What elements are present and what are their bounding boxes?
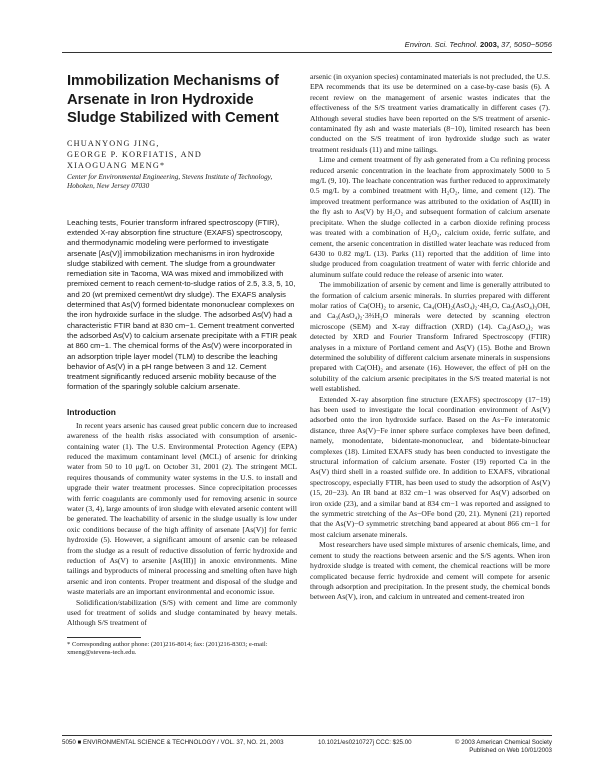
journal-name: Environ. Sci. Technol. [404, 40, 478, 49]
footer-journal-info: 5050 ■ ENVIRONMENTAL SCIENCE & TECHNOLOGY / VOL. 37, NO. 21, 2003 [62, 739, 284, 746]
footer-published-line: Published on Web 10/01/2003 [469, 747, 552, 754]
article-title: Immobilization Mechanisms of Arsenate in Iron Hydroxide Sludge Stabilized with Cement [67, 73, 279, 126]
intro-paragraph-2: Solidification/stabilization (S/S) with cement and lime are commonly used for treatment of solids and sludge contaminated by heavy metals. Although S/S treatment of [67, 597, 297, 628]
footer-copyright-line: © 2003 American Chemical Society [454, 739, 552, 746]
footer-doi: 10.1021/es0210727j CCC: $25.00 [318, 739, 412, 746]
right-paragraph-5: Most researchers have used simple mixtures of arsenic chemicals, lime, and cement to study the reactions between arsenic and the S/S agents. When iron hydroxide sludge is treated with cement, the chemical reactions will be more complicated because ferric hydroxide and cement will compete for arsenic through adsorption and precipitation. In the present study, the chemical bonds between As(V), iron, and calcium in untreated and cement-treated iron [310, 540, 550, 602]
corresponding-author-footnote: * Corresponding author phone: (201)216-8014; fax: (201)216-8303; e-mail: xmeng@stevens-tech.edu. [67, 640, 268, 657]
intro-paragraph-1: In recent years arsenic has caused great public concern due to increased awareness of the health risks associated with consumption of arsenic-containing water (1). The U.S. Environmental Protection Agency (EPA) reduced the maximum contaminant level (MCL) of arsenic for drinking water from 50 to 10 μg/L on October 31, 2001 (2). The stringent MCL requires thousands of community water systems in the U.S. to install and upgrade their water treatment processes. Since coprecipitation processes with ferric coagulants are commonly used for removing arsenic in source water (3, 4), large amounts of iron sludge with elevated arsenic content will be generated. The leachability of arsenic in the sludge usually is low under oxic conditions because of the high affinity of arsenate [As(V)] for ferric hydroxide (5). However, a significant amount of arsenic can be released from the sludge as a result of reductive dissolution of ferric hydroxide and reduction of As(V) to arsenite [As(III)] in anoxic environments. Mine tailings and byproducts of mineral processing and smelting often have high arsenic and iron contents. Proper treatment and disposal of the sludge and waste materials are an important environmental and economic issue. [67, 420, 297, 597]
affiliation: Center for Environmental Engineering, Stevens Institute of Technology, Hoboken, New Jersey 07030 [67, 172, 273, 191]
abstract: Leaching tests, Fourier transform infrared spectroscopy (FTIR), extended X-ray absorption fine structure (EXAFS) spectroscopy, and thermodynamic modeling were performed to investigate arsenate [As(V)] immobilization mechanisms in iron hydroxide sludge stabilized with cement. The sludge from a groundwater remediation site in Tacoma, WA was mixed and immobilized with premixed cement to reach cement-to-sludge ratios of 2.5, 3.3, 5, 10, and 20 (wt premixed cement/wt dry sludge). The EXAFS analysis determined that As(V) formed bidentate mononuclear complexes on the iron hydroxide surface in the sludge. The adsorbed As(V) had a characteristic FTIR band at 830 cm−1. Cement treatment converted the adsorbed As(V) to calcium arsenate precipitate with a FTIR peak at 860 cm−1. The chemical forms of the As(V) were incorporated in an adsorption triple layer model (TLM) to describe the leaching behavior of As(V) in a pH range between 3 and 12. Cement treatment significantly reduced arsenic mobility because of the formation of the sparingly soluble calcium arsenate. [67, 217, 297, 392]
author-line-3: XIAOGUANG MENG* [67, 160, 166, 170]
left-column [67, 72, 297, 658]
right-column [310, 72, 550, 603]
running-head [405, 40, 552, 49]
right-paragraph-3: The immobilization of arsenic by cement and lime is generally attributed to the formation of calcium arsenic minerals. In slurries prepared with different molar ratios of Ca(OH)₂ to arsenic, Ca₄(OH)₂(AsO₄)₂·4H₂O, Ca₅(AsO₄)₃OH, and Ca₃(AsO₄)₂·3⅔H₂O minerals were detected by scanning electron microscope (SEM) and X-ray diffraction (XRD) (14). Ca₃(AsO₄)₂ was detected by XRD and Fourier Transform Infrared Spectroscopy (FTIR) analyses in a mixture of Portland cement and As(V) (15). Bothe and Brown determined the solubility of different calcium arsenate minerals in suspensions prepared with Ca(OH)₂ and arsenate (16). However, the effect of pH on the solubility of the calcium arsenic precipitates in the S/S treated material is not well established. [310, 280, 550, 394]
journal-year: 2003, [479, 40, 499, 49]
author-line-2: GEORGE P. KORFIATIS, AND [67, 149, 203, 159]
footer-rule [62, 735, 552, 736]
journal-citation: 37, 5050−5056 [501, 40, 552, 49]
intro-heading: Introduction [67, 406, 116, 417]
right-paragraph-4: Extended X-ray absorption fine structure (EXAFS) spectroscopy (17−19) has been used to investigate the local coordination environment of As(V) adsorbed onto the iron hydroxide surface. Based on the As−Fe interatomic distance, three As(V)−Fe inner sphere surface complexes have been defined, namely, monodentate, bidentate-mononuclear, and bidentate-binuclear complexes (18). Limited EXAFS study has been conducted to investigate the structural information of calcium arsenate. Foster (19) reported Ca in the As(V) third shell in a roasted sulfide ore. In addition to EXAFS, vibrational spectroscopy, especially FTIR, has been used to study the adsorption of As(V) (15, 20−23). An IR band at 832 cm−1 was observed for As(V) adsorbed on iron oxide (23), and a similar band at 834 cm−1 was reported and assigned to the symmetric stretching of the As−OFe bond (20, 21). Myneni (21) reported that the As(V)−O symmetric stretching band appeared at about 866 cm−1 for most calcium arsenate minerals. [310, 394, 550, 539]
author-line-1: CHUANYONG JING, [67, 138, 160, 148]
footer-copyright [455, 739, 552, 755]
right-paragraph-1: arsenic (in oxyanion species) contaminated materials is not precluded, the U.S. EPA recommends that its use be determined on a case-by-case basis (6). A recent review on the management of arsenic wastes indicates that the effectiveness of the S/S treatment varies dramatically in different cases (7). Although several studies have been reported on the S/S treatment of arsenic-contaminated fly ash and waste materials (8−10), limited research has been conducted on the S/S treatment of iron hydroxide sludge such as water treatment residuals (11) and mine tailings. [310, 72, 550, 154]
right-paragraph-2: Lime and cement treatment of fly ash generated from a Cu refining process reduced arsenic concentration in the leachate from approximately 5000 to 5 mg/L (9, 10). The leachate concentration was further reduced to approximately 0.5 mg/L by a combined treatment with H₂O₂, lime, and cement (12). The improved treatment performance was attributed to the oxidation of As(III) in the fly ash to As(V) by H₂O₂ and subsequent formation of calcium arsenate precipitate. When the sludge collected in a carbon dioxide refining process was treated with a combination of H₂O₂, calcium oxide, ferric sulfate, and cement, the arsenic concentration in distilled water leachate was reduced from 6430 to 0.82 mg/L (13). Parks (11) reported that the addition of lime into sludge produced from coagulation treatment of water with ferric chloride and aluminum sulfate could reduce the release of arsenic into water. [310, 155, 550, 279]
footnote-rule [67, 637, 141, 638]
header-rule [62, 52, 552, 53]
